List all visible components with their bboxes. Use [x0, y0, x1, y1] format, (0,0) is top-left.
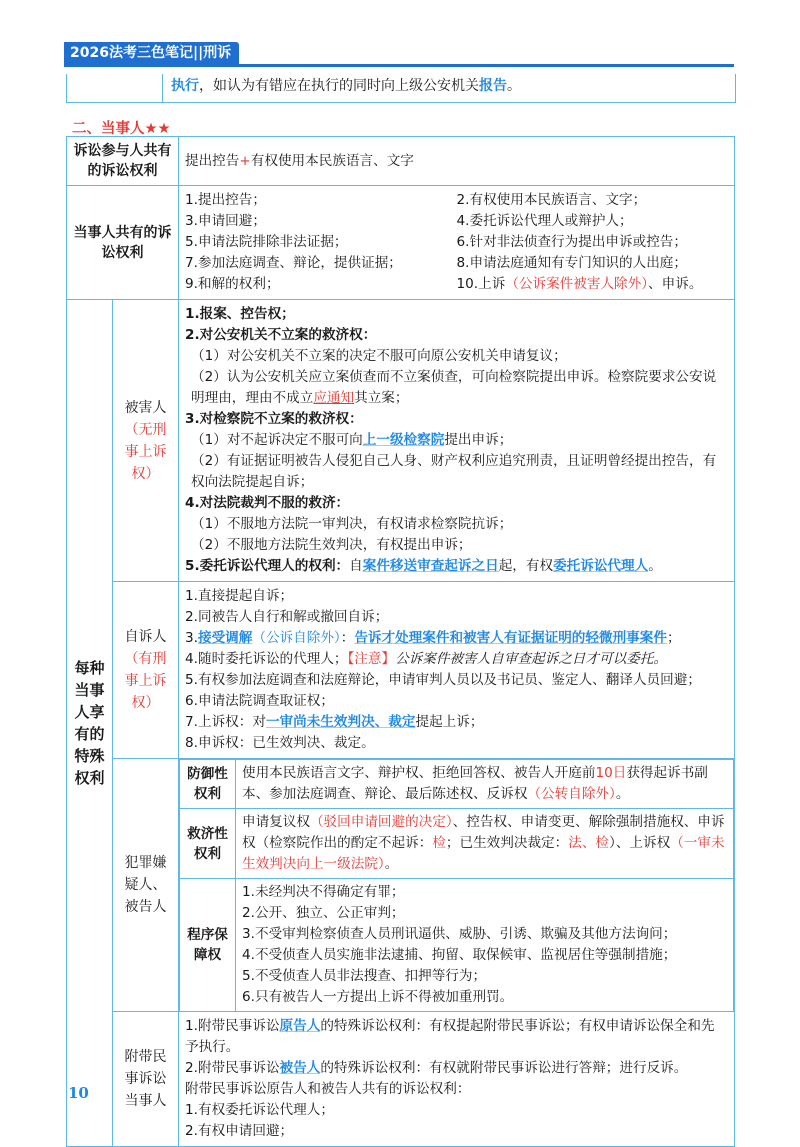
private-line-3-hl2: 告诉才处理案件和被害人有证据证明的轻微刑事案件	[354, 630, 667, 646]
private-line-3-d: ；	[666, 630, 681, 646]
remedy-t2: 、控告权、申请变更、解除强制措施权、申诉权（检察院作出的酌定不起诉：	[242, 814, 725, 851]
defense-label: 防御性权利	[180, 760, 236, 809]
continued-row-text	[162, 74, 735, 102]
victim-line-11-a: 5.委托诉讼代理人的权利：	[185, 558, 350, 574]
civil-line-5: 2.有权申请回避；	[185, 1123, 294, 1139]
section-title: 二、当事人★★	[72, 121, 171, 137]
victim-content	[179, 300, 735, 582]
victim-line-4-red: 应通知	[313, 390, 355, 406]
list-item: 9.和解的权利；	[185, 276, 280, 292]
defendant-label: 犯罪嫌疑人、被告人	[113, 759, 179, 1012]
row1-label: 诉讼参与人共有的诉讼权利	[67, 137, 179, 186]
civil-line-3: 附带民事诉讼原告人和被告人共有的诉讼权利：	[185, 1081, 471, 1097]
list-item-10	[457, 274, 729, 295]
victim-line-6-b: 提出申诉；	[444, 432, 513, 448]
row-common-party-rights	[67, 186, 735, 300]
remedy-t4: ）、上诉权	[609, 835, 671, 851]
list-item: 5.不受侦查人员非法搜查、扣押等行为；	[242, 968, 487, 984]
remedy-t5: 。	[384, 856, 399, 872]
row1-content	[179, 137, 735, 186]
victim-line-6-a: （1）对不起诉决定不服可向	[191, 432, 363, 448]
row1-plus: +	[239, 152, 251, 169]
defense-text-a: 使用本民族语言文字、辩护权、拒绝回答权、被告人开庭前	[242, 765, 596, 781]
header-rule	[64, 64, 734, 67]
top-term-report: 报告	[479, 78, 507, 94]
victim-line-6-hl: 上一级检察院	[362, 432, 445, 448]
defense-text-red2: （公转自除外）	[527, 786, 616, 802]
victim-line-2: 2.对公安机关不立案的救济权：	[185, 327, 377, 343]
continued-row	[66, 74, 736, 103]
row-private-prosecutor	[67, 582, 735, 759]
defendant-subtable	[179, 759, 734, 1011]
defense-text	[236, 760, 734, 809]
list-item: 2.公开、独立、公正审判；	[242, 905, 405, 921]
private-line-4-tag: 【注意】	[347, 651, 396, 667]
private-line-3-hl1: 接受调解	[197, 630, 253, 646]
private-content	[179, 582, 735, 759]
row1-text-a: 提出控告	[185, 152, 240, 169]
list-item: 3.不受审判检察侦查人员刑讯逼供、威胁、引诱、欺骗及其他方法询问；	[242, 926, 677, 942]
private-line-7-b: 提起上诉；	[415, 714, 484, 730]
row-victim	[67, 300, 735, 582]
item10-note: （公诉案件被害人除外）	[505, 276, 649, 292]
row1-text-b: 有权使用本民族语言、文字	[250, 152, 414, 169]
defense-text-b: 获得起诉书副本、参加法庭调查、辩论、最后陈述权、反诉权	[242, 765, 708, 802]
victim-line-11-d: 。	[648, 558, 662, 574]
row-common-participant-rights	[67, 137, 735, 186]
civil-line-1-hl: 原告人	[279, 1018, 321, 1034]
victim-line-6	[185, 430, 728, 451]
victim-line-4-end: 其立案；	[354, 390, 409, 406]
private-line-1: 1.直接提起自诉；	[185, 588, 294, 604]
list-item: 3.申请回避；	[185, 213, 266, 229]
private-line-7-a: 7.上诉权：对	[185, 714, 266, 730]
list-item: 5.申请法院排除非法证据；	[185, 234, 348, 250]
victim-label-cell	[113, 300, 179, 582]
victim-line-1: 1.报案、控告权；	[185, 306, 295, 322]
private-line-8: 8.申诉权：已生效判决、裁定。	[185, 735, 375, 751]
private-line-2: 2.同被告人自行和解或撤回自诉；	[185, 609, 389, 625]
row2-label: 当事人共有的诉讼权利	[67, 186, 179, 300]
row2-content	[179, 186, 735, 300]
item10-end: 、申诉。	[648, 276, 703, 292]
defendant-content	[179, 759, 735, 1012]
special-rights-label: 每种当事人享有的特殊权利	[67, 300, 113, 1147]
private-line-4-note: 公诉案件被害人自审查起诉之日才可以委托。	[395, 651, 667, 667]
private-line-3-c: ：	[340, 630, 355, 646]
list-item: 1.未经判决不得确定有罪；	[242, 884, 405, 900]
private-note: （有刑事上诉权）	[124, 651, 167, 711]
remedy-t4-red: （一审未生效判决向上一级法院）	[242, 835, 725, 872]
remedy-t3: ；已生效判决裁定：	[445, 835, 569, 851]
list-item: 8.申请法庭通知有专门知识的人出庭；	[456, 255, 687, 271]
civil-line-2-a: 2.附带民事诉讼	[185, 1060, 280, 1076]
civil-line-2-b: 的特殊诉讼权利：有权就附带民事诉讼进行答辩；进行反诉。	[320, 1060, 688, 1076]
private-line-7-hl: 一审尚未生效判决、裁定	[265, 714, 416, 730]
list-item: 6.针对非法侦查行为提出申诉或控告；	[456, 234, 687, 250]
parties-rights-table	[66, 136, 735, 1147]
victim-line-11	[185, 556, 728, 577]
top-text-end: 。	[507, 78, 521, 94]
header-title: 2026法考三色笔记||刑诉	[70, 45, 232, 61]
remedy-t2-red: 检	[432, 835, 446, 851]
private-line-3	[185, 628, 728, 649]
remedy-t1: 申请复议权	[242, 814, 310, 830]
victim-label: 被害人	[124, 399, 167, 416]
private-label: 自诉人	[124, 629, 167, 645]
page-number: 10	[68, 1084, 89, 1102]
civil-line-1	[185, 1016, 728, 1058]
private-line-7	[185, 712, 728, 733]
remedy-rights-row	[180, 809, 734, 879]
victim-line-11-hl1: 案件移送审查起诉之日	[362, 558, 499, 574]
civil-line-4: 1.有权委托诉讼代理人；	[185, 1102, 334, 1118]
list-item: 7.参加法庭调查、辩论，提供证据；	[185, 255, 402, 271]
defense-rights-row	[180, 760, 734, 809]
row-defendant	[67, 759, 735, 1012]
remedy-t3-red: 法、检	[568, 835, 610, 851]
civil-line-1-b: 的特殊诉讼权利：有权提起附带民事诉讼；有权申请诉讼保全和先予执行。	[185, 1018, 715, 1055]
row2-item-grid	[185, 190, 728, 295]
remedy-t1-red: （驳回申请回避的决定）	[309, 814, 453, 830]
victim-line-11-hl2: 委托诉讼代理人	[553, 558, 649, 574]
civil-label: 附带民事诉讼当事人	[113, 1012, 179, 1147]
victim-line-4	[185, 367, 728, 409]
remedy-text	[236, 809, 734, 879]
private-line-3-b: （公诉自除外）	[252, 630, 341, 646]
civil-content	[179, 1012, 735, 1147]
defense-text-c: 。	[615, 786, 630, 802]
list-item: 4.不受侦查人员实施非法逮捕、拘留、取保候审、监视居住等强制措施；	[242, 947, 677, 963]
private-line-4-a: 4.随时委托诉讼的代理人；	[185, 651, 348, 667]
top-text-mid: ，如认为有错应在执行的同时向上级公安机关	[199, 78, 479, 94]
victim-line-11-b: 自	[349, 558, 363, 574]
victim-line-7: （2）有证据证明被告人侵犯自己人身、财产权利应追究刑责，且证明曾经提出控告，有权向法院提起自诉；	[191, 453, 717, 490]
victim-line-9: （1）不服地方法院一审判决，有权请求检察院抗诉；	[191, 516, 513, 532]
victim-line-8: 4.对法院裁判不服的救济：	[185, 495, 350, 511]
victim-note: （无刑事上诉权）	[124, 421, 167, 482]
remedy-label: 救济性权利	[180, 809, 236, 879]
top-term-execute: 执行	[171, 78, 199, 94]
list-item: 6.只有被告人一方提出上诉不得被加重刑罚。	[242, 989, 514, 1005]
item10-text: 10.上诉	[456, 276, 506, 292]
victim-line-4-text: （2）认为公安机关应立案侦查而不立案侦查，可向检察院提出申诉。检察院要求公安说明理由，理由不成立	[191, 369, 717, 406]
victim-line-5: 3.对检察院不立案的救济权：	[185, 411, 363, 427]
victim-line-10: （2）不服地方法院生效判决，有权提出申诉；	[191, 537, 472, 553]
victim-line-3: （1）对公安机关不立案的决定不服可向原公安机关申请复议；	[191, 348, 567, 364]
private-line-5: 5.有权参加法庭调查和法庭辩论，申请审判人员以及书记员、鉴定人、翻译人员回避；	[185, 672, 701, 688]
victim-line-11-c: 起，有权	[498, 558, 554, 574]
civil-line-2-hl: 被告人	[279, 1060, 321, 1076]
civil-line-1-a: 1.附带民事诉讼	[185, 1018, 280, 1034]
defense-text-red: 10日	[595, 765, 627, 781]
row-civil-parties	[67, 1012, 735, 1147]
civil-line-2	[185, 1058, 728, 1079]
list-item: 1.提出控告；	[185, 192, 266, 208]
procedure-label: 程序保障权	[180, 879, 236, 1012]
private-line-6: 6.申请法院调查取证权；	[185, 693, 334, 709]
procedure-list	[236, 879, 734, 1012]
private-label-cell	[113, 582, 179, 759]
list-item: 4.委托诉讼代理人或辩护人；	[456, 213, 633, 229]
list-item: 2.有权使用本民族语言、文字；	[456, 192, 647, 208]
header-title-banner	[64, 42, 239, 64]
private-line-3-a: 3.	[185, 630, 198, 646]
private-line-4	[185, 649, 728, 670]
procedure-rights-row	[180, 879, 734, 1012]
